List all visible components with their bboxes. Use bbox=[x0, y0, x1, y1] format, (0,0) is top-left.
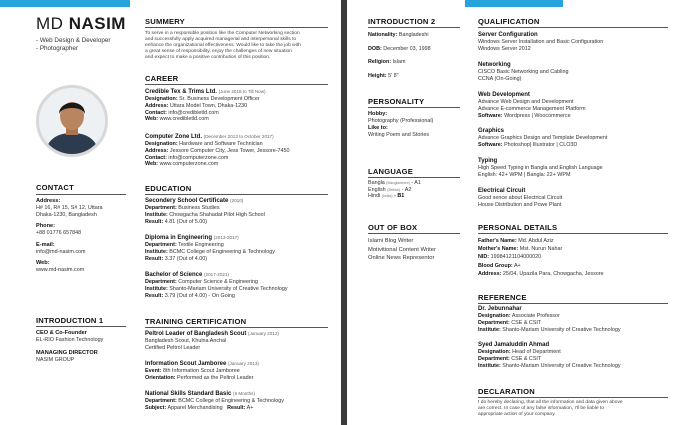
field-value: info@computerzone.com bbox=[168, 154, 229, 161]
divider bbox=[368, 107, 460, 108]
qualification-title: Server Configuration bbox=[478, 32, 538, 38]
language-note: (India) bbox=[381, 194, 393, 199]
job-company: Computer Zone Ltd. bbox=[145, 134, 202, 140]
training-heading: TRAINING CERTIFICATION bbox=[145, 317, 247, 326]
field-value: Performed as the Peltrol Leader bbox=[177, 375, 254, 381]
training-item bbox=[145, 330, 279, 352]
field-label: Department: bbox=[145, 398, 177, 405]
field-value: Textile Engineering bbox=[178, 242, 224, 249]
qualification-group bbox=[478, 62, 568, 83]
divider bbox=[478, 27, 668, 28]
qualification-line: Advance E-commerce Management Platform bbox=[478, 106, 586, 112]
field-value: Bangladeshi bbox=[398, 32, 429, 38]
list-item: Motivitional Content Writer bbox=[368, 246, 436, 253]
qualification-group bbox=[478, 128, 607, 149]
field-label: Department: bbox=[478, 356, 510, 362]
field-value: Mst. Nurun Nahar bbox=[519, 246, 563, 253]
field-value: www.computerzone.com bbox=[159, 161, 219, 168]
divider bbox=[368, 27, 460, 28]
training-line: Bangladesh Scout, Khulna Anchal bbox=[145, 338, 227, 345]
qualification-group bbox=[478, 32, 603, 53]
edu-dates: (2010) bbox=[230, 198, 244, 203]
declaration-line: I do hereby declaring, that all the information and data given above bbox=[478, 400, 623, 405]
field-label: Department: bbox=[478, 320, 510, 326]
training-line: Certified Peltrol Leader bbox=[145, 345, 201, 351]
field-value: CSE & CSIT bbox=[511, 320, 542, 326]
field-label: Designation: bbox=[478, 313, 511, 320]
like-label: Like to: bbox=[368, 124, 388, 131]
qualification-title: Networking bbox=[478, 62, 511, 68]
field-value: 5' 8" bbox=[388, 72, 399, 79]
introduction2-heading: INTRODUCTION 2 bbox=[368, 17, 436, 26]
qualification-line: Advance Web Design and Development bbox=[478, 99, 574, 106]
out-of-box-list bbox=[368, 237, 436, 263]
reference-name: Syed Jamaluddin Ahmad bbox=[478, 342, 550, 348]
summary-line: enhance the organizational effectiveness. Would like to take the job with bbox=[145, 43, 301, 48]
field-value: A+ bbox=[246, 405, 254, 411]
field-value: Islam bbox=[392, 59, 406, 66]
profile-photo bbox=[36, 85, 108, 157]
out-of-box-heading: OUT OF BOX bbox=[368, 223, 418, 232]
qualification-group bbox=[478, 158, 603, 179]
qualification-group bbox=[478, 188, 562, 209]
field-value: www.credibletld.com bbox=[159, 116, 209, 123]
divider bbox=[36, 194, 126, 195]
divider bbox=[145, 327, 328, 328]
field-label: Result: bbox=[145, 218, 164, 225]
career-job bbox=[145, 133, 290, 168]
language-list bbox=[368, 180, 421, 200]
divider bbox=[145, 194, 328, 195]
person-icon bbox=[39, 88, 105, 154]
introduction1-heading: INTRODUCTION 1 bbox=[36, 316, 104, 325]
summary-text bbox=[145, 31, 301, 61]
qualification-line: Advance Graphics Design and Template Development bbox=[478, 135, 608, 142]
field-value: BCMC College of Engineering & Technology bbox=[169, 249, 275, 255]
field-value: Computer Science & Engineering bbox=[178, 279, 258, 286]
field-label: DOB: bbox=[368, 45, 382, 52]
qualification-group bbox=[478, 92, 586, 119]
contact-heading: CONTACT bbox=[36, 183, 74, 192]
field-value: 4.81 (Out of 5.00) bbox=[164, 218, 208, 225]
field-label: Designation: bbox=[145, 141, 178, 148]
education-heading: EDUCATION bbox=[145, 184, 192, 193]
qualification-title: Electrical Circuit bbox=[478, 188, 526, 194]
edu-dates: (2013-2017) bbox=[213, 235, 239, 240]
field-value: info@credibletld.com bbox=[168, 109, 219, 116]
field-label: Institute: bbox=[478, 362, 501, 369]
summary-line: and expect to make a positive contribution of this position. bbox=[145, 55, 271, 60]
education-item bbox=[145, 234, 275, 262]
field-value: Shanto-Mariam University of Creative Technology bbox=[169, 286, 288, 292]
training-title: Peltrol Leader of Bangladesh Scout bbox=[145, 331, 247, 337]
field-label: Result: bbox=[145, 292, 164, 299]
reference-person bbox=[478, 342, 621, 369]
field-label: Blood Group: bbox=[478, 262, 513, 269]
web-label: Web: bbox=[36, 260, 50, 267]
declaration-line: appropriate action of your company. bbox=[478, 412, 556, 417]
field-value: December 03, 1998 bbox=[383, 45, 431, 52]
qualification-line: CCNA (On-Going) bbox=[478, 76, 522, 82]
field-value: Shanto-Mariam University of Creative Technology bbox=[502, 362, 621, 369]
field-label: Address: bbox=[145, 148, 169, 154]
field-value: Uttara Model Town, Dhaka-1230 bbox=[169, 103, 248, 109]
field-label: Result: bbox=[145, 255, 164, 262]
qualification-line: House Distribution and Powe Plant bbox=[478, 202, 562, 208]
field-label: Designation: bbox=[145, 96, 178, 103]
summary-heading: SUMMERY bbox=[145, 17, 185, 26]
training-item bbox=[145, 360, 259, 382]
language-level: - B1 bbox=[394, 193, 405, 200]
edu-title: Diploma in Engineering bbox=[145, 235, 213, 241]
declaration-heading: DECLARATION bbox=[478, 387, 535, 396]
reference-person bbox=[478, 306, 621, 333]
field-value: Business Studies bbox=[178, 205, 220, 212]
training-dates: (January 2012) bbox=[248, 331, 279, 336]
intro-org: EL-RIO Fashion Technology bbox=[36, 337, 104, 343]
introduction2-fields bbox=[368, 32, 431, 79]
education-item bbox=[145, 271, 288, 299]
personality-details bbox=[368, 111, 433, 138]
language-level: - A2 bbox=[401, 186, 412, 193]
qualification-title: Graphics bbox=[478, 128, 505, 134]
resume-page-2 bbox=[347, 0, 680, 425]
field-label: Department: bbox=[145, 205, 177, 212]
field-value: Wordpress | Woocommerce bbox=[504, 112, 571, 119]
edu-title: Bachelor of Science bbox=[145, 272, 203, 278]
edu-title: Secondery School Certificate bbox=[145, 198, 229, 204]
intro-org: NASIM GROUP bbox=[36, 356, 75, 363]
language-note: (Bangladeshi) bbox=[386, 181, 410, 185]
list-item: Islami Blog Writer bbox=[368, 238, 414, 244]
field-label: Department: bbox=[145, 279, 177, 286]
qualification-heading: QUALIFICATION bbox=[478, 17, 540, 26]
qualification-line: Windows Server 2012 bbox=[478, 46, 531, 52]
field-label: Subject: bbox=[145, 405, 167, 411]
training-title: Information Scout Jamboree bbox=[145, 361, 227, 367]
qualification-line: English: 42+ WPM | Bangla: 22+ WPM bbox=[478, 172, 571, 178]
qualification-title: Typing bbox=[478, 158, 498, 164]
job-dates: (June 2018 to Till Now) bbox=[218, 89, 266, 94]
field-label: Contact: bbox=[145, 154, 167, 161]
divider bbox=[478, 233, 668, 234]
field-value: Associate Professor bbox=[511, 313, 560, 320]
phone-value: +88 01776 657848 bbox=[36, 230, 82, 237]
field-label: Software: bbox=[478, 112, 503, 119]
field-value: 3.37 (Out of 4.00) bbox=[164, 255, 208, 262]
personal-details-heading: PERSONAL DETAILS bbox=[478, 223, 558, 232]
field-label: Orientation: bbox=[145, 375, 176, 381]
field-label: Institute: bbox=[145, 212, 168, 218]
field-value: Md. Abdul Aziz bbox=[518, 238, 554, 244]
address-line: H# 16, R# 15, S# 12, Uttara bbox=[36, 205, 103, 211]
field-label: Address: bbox=[145, 103, 169, 109]
qualification-line: Windows Server Installation and Basic Configuration bbox=[478, 39, 604, 46]
declaration-line: are correct. In case of any false information, I'll be liable to bbox=[478, 406, 604, 411]
email-label: E-mail: bbox=[36, 241, 55, 248]
reference-name: Dr. Jebunnahar bbox=[478, 306, 522, 312]
language-note: (British) bbox=[387, 187, 401, 192]
qualification-line: Good sence about Electrical Circuit bbox=[478, 195, 563, 202]
contact-details bbox=[36, 198, 103, 274]
field-label: Department: bbox=[145, 242, 177, 249]
field-value: 19984121104000020 bbox=[490, 254, 542, 261]
address-line: Dhaka-1230, Bangladesh bbox=[36, 211, 97, 218]
field-label: Contact: bbox=[145, 109, 167, 116]
divider bbox=[145, 84, 328, 85]
intro-title: CEO & Co-Founder bbox=[36, 330, 87, 336]
applicant-name: MD NASIM bbox=[36, 14, 126, 33]
reference-heading: REFERENCE bbox=[478, 293, 527, 302]
career-job bbox=[145, 88, 266, 123]
field-value: 3.79 (Out of 4.00) - On Going bbox=[164, 292, 235, 299]
field-label: Web: bbox=[145, 161, 159, 168]
intro-title: MANAGING DIRECTOR bbox=[36, 349, 98, 356]
field-label: Nationality: bbox=[368, 32, 398, 38]
language-heading: LANGUAGE bbox=[368, 167, 414, 176]
field-value: Head of Department bbox=[512, 349, 561, 356]
edu-dates: (2017-2021) bbox=[204, 272, 230, 277]
field-label: Software: bbox=[478, 142, 503, 148]
field-label: Father's Name: bbox=[478, 238, 517, 244]
training-title: National Skills Standard Basic bbox=[145, 391, 232, 397]
summary-line: and successfully apply acquired managerial and interpersonal skills to bbox=[145, 37, 297, 42]
training-dates: (6 Months) bbox=[233, 391, 256, 396]
personal-details-fields bbox=[478, 237, 604, 278]
education-item bbox=[145, 197, 265, 225]
field-value: Sr. Business Development Officer bbox=[179, 96, 260, 103]
field-value: Shanto-Mariam University of Creative Technology bbox=[502, 326, 621, 333]
job-company: Credible Tex & Trims Ltd. bbox=[145, 89, 217, 95]
field-value: Jessore Computer City, Jess Tower, Jessore-7450 bbox=[169, 148, 290, 154]
training-item bbox=[145, 390, 284, 412]
field-label: Designation: bbox=[478, 349, 511, 356]
field-label: Religion: bbox=[368, 59, 392, 66]
divider bbox=[478, 303, 668, 304]
job-dates: (December 2013 to October 2017) bbox=[203, 134, 274, 139]
field-label: Event: bbox=[145, 368, 162, 375]
declaration-text bbox=[478, 400, 623, 418]
field-label: Institute: bbox=[145, 286, 168, 292]
field-value: A+ bbox=[513, 262, 521, 269]
divider bbox=[368, 177, 460, 178]
field-label: Institute: bbox=[145, 249, 168, 255]
qualification-title: Web Development bbox=[478, 92, 530, 98]
field-label: Institute: bbox=[478, 326, 501, 333]
divider bbox=[478, 397, 668, 398]
email-value[interactable]: info@md-nasim.com bbox=[36, 248, 86, 255]
language-name: English bbox=[368, 186, 386, 193]
hobby-value: Photography (Professional) bbox=[368, 118, 434, 124]
web-value[interactable]: www.md-nasim.com bbox=[36, 267, 85, 274]
field-value: Photoshop| Illustrator | CLO3D bbox=[504, 142, 578, 148]
summary-line: a great sense of responsibility, enjoy the challenges of new situation bbox=[145, 49, 292, 54]
introduction1-list bbox=[36, 330, 103, 363]
field-label: Height: bbox=[368, 72, 387, 79]
field-value: 8th Information Scout Jamboree bbox=[162, 368, 240, 375]
divider bbox=[368, 233, 460, 234]
field-value: Hardware and Software Technician bbox=[179, 141, 263, 148]
field-label: Result: bbox=[227, 405, 246, 411]
list-item: Online News Representor bbox=[368, 255, 435, 261]
hobby-label: Hobby: bbox=[368, 111, 388, 117]
divider bbox=[145, 27, 328, 28]
field-label: Mother's Name: bbox=[478, 246, 519, 253]
divider bbox=[36, 326, 126, 327]
field-value: 25/04, Upazila Para, Chowgacha, Jessore bbox=[502, 270, 604, 277]
field-label: NID: bbox=[478, 254, 490, 261]
accent-bar bbox=[465, 0, 563, 7]
accent-bar bbox=[0, 0, 130, 7]
field-label: Web: bbox=[145, 116, 159, 123]
address-label: Address: bbox=[36, 198, 61, 204]
field-value: BCMC College of Engineering & Technology bbox=[178, 398, 284, 405]
field-value: CSE & CSIT bbox=[511, 356, 542, 362]
like-value: Writing Poem and Stories bbox=[368, 131, 430, 138]
personality-heading: PERSONALITY bbox=[368, 97, 425, 106]
phone-label: Phone: bbox=[36, 223, 55, 230]
summary-line: To serve in a responsible position like the Computer Networking section bbox=[145, 31, 300, 36]
qualification-line: CISCO Basic Networking and Cabling bbox=[478, 69, 569, 76]
field-label: Address: bbox=[478, 270, 502, 277]
language-level: - A1 bbox=[411, 180, 421, 186]
field-value: Chowgacha Shahadat Pilot High School bbox=[169, 212, 265, 218]
career-heading: CAREER bbox=[145, 74, 179, 83]
language-name: Hindi bbox=[368, 193, 381, 200]
qualification-line: High Speed Typing in Bangla and English Language bbox=[478, 165, 603, 172]
training-dates: (January 2013) bbox=[228, 361, 259, 366]
language-name: Bangla bbox=[368, 180, 385, 186]
field-value: Apparel Merchandising bbox=[167, 405, 223, 411]
applicant-roles: - Web Design & Developer - Photographer bbox=[36, 37, 111, 52]
